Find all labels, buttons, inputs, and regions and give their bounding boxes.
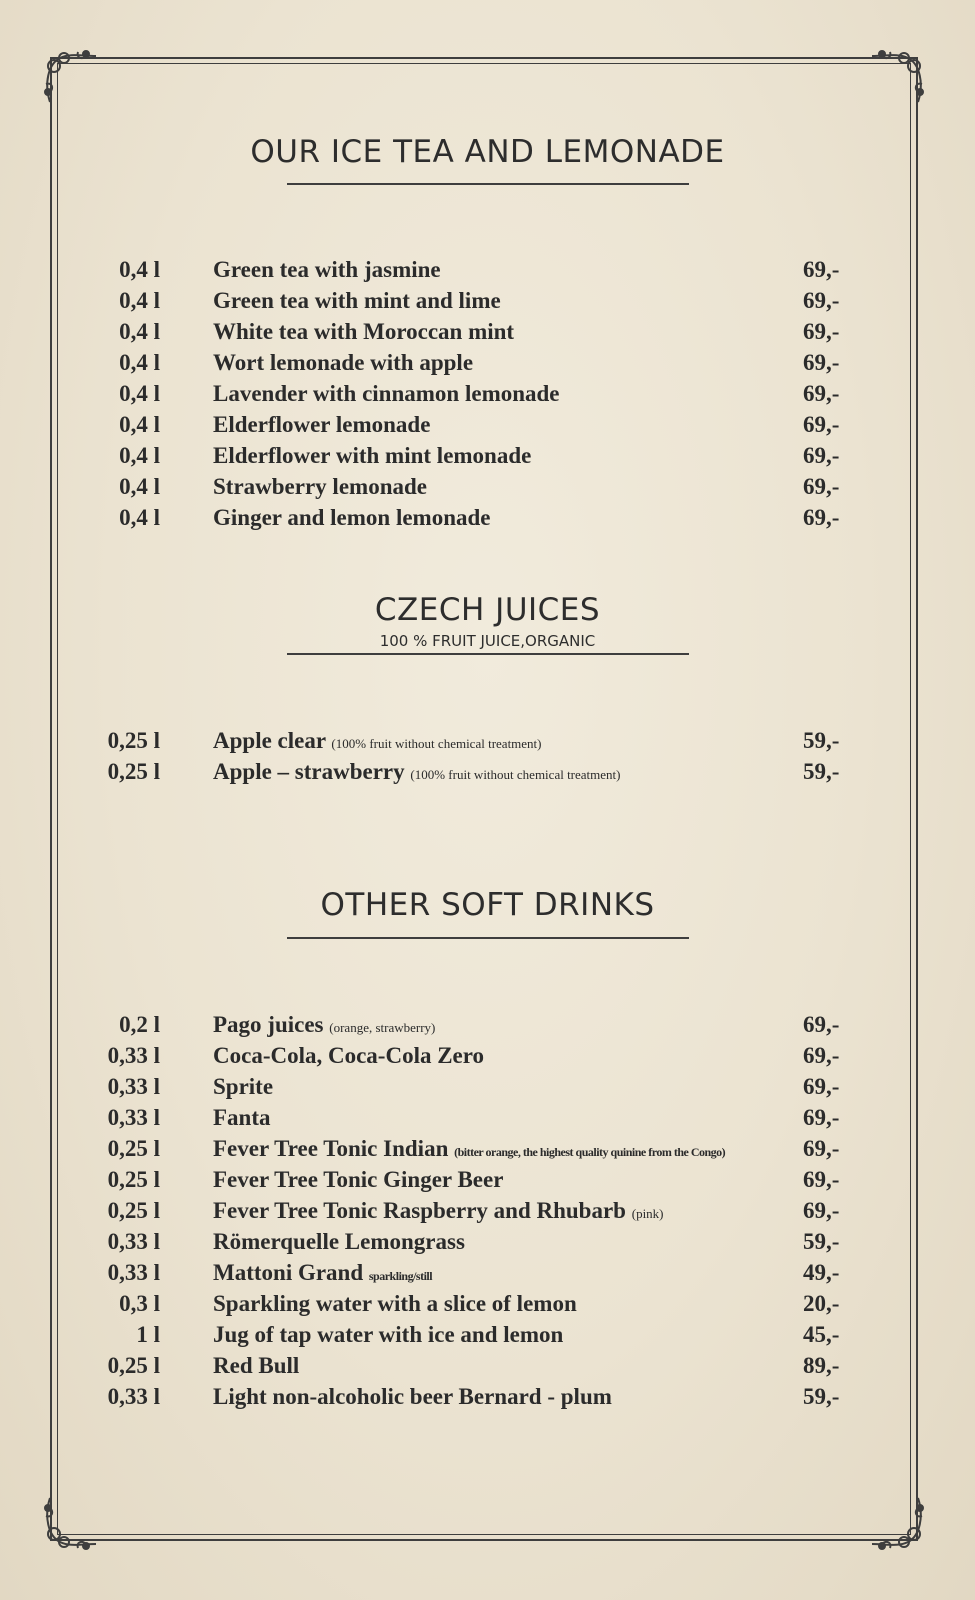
item-name: Lavender with cinnamon lemonade xyxy=(213,381,560,406)
menu-item xyxy=(0,412,975,442)
item-note: (100% fruit without chemical treatment) xyxy=(410,767,621,782)
item-name: Sprite xyxy=(213,1074,274,1099)
item-volume: 0,2 l xyxy=(119,1012,160,1037)
item-volume: 0,4 l xyxy=(119,474,160,499)
item-name: Fanta xyxy=(213,1105,271,1130)
item-note: (100% fruit without chemical treatment) xyxy=(331,736,542,751)
item-price: 69,- xyxy=(803,412,840,437)
item-price: 59,- xyxy=(803,1229,840,1254)
item-name-text: Fever Tree Tonic Indian xyxy=(213,1136,449,1161)
item-price: 59,- xyxy=(803,1384,840,1409)
item-name: Ginger and lemon lemonade xyxy=(213,505,491,530)
item-price: 69,- xyxy=(803,350,840,375)
menu-item xyxy=(0,443,975,473)
item-note: (orange, strawberry) xyxy=(329,1020,436,1035)
item-name xyxy=(213,759,621,785)
item-name: Fever Tree Tonic Ginger Beer xyxy=(213,1167,504,1192)
section-subtitle-juices: 100 % FRUIT JUICE,ORGANIC xyxy=(379,632,596,650)
menu-item xyxy=(0,1012,975,1042)
item-volume: 0,25 l xyxy=(107,1136,160,1161)
item-price: 89,- xyxy=(803,1353,840,1378)
item-volume: 0,4 l xyxy=(119,319,160,344)
item-name: Light non-alcoholic beer Bernard - plum xyxy=(213,1384,612,1409)
item-name: Coca-Cola, Coca-Cola Zero xyxy=(213,1043,485,1068)
corner-ornament-icon xyxy=(38,1486,108,1556)
menu-item xyxy=(0,1384,975,1414)
section-title-soft-drinks: OTHER SOFT DRINKS xyxy=(320,887,655,923)
section-title-ice-tea: OUR ICE TEA AND LEMONADE xyxy=(250,134,725,170)
item-note: sparkling/still xyxy=(368,1269,433,1283)
item-volume: 0,25 l xyxy=(107,1353,160,1378)
item-name xyxy=(213,1012,435,1038)
section-title-juices: CZECH JUICES xyxy=(374,592,601,628)
item-name: Green tea with mint and lime xyxy=(213,288,501,313)
menu-item xyxy=(0,1353,975,1383)
item-price: 69,- xyxy=(803,1043,840,1068)
item-name xyxy=(213,1136,725,1162)
item-price: 45,- xyxy=(803,1322,840,1347)
menu-item xyxy=(0,1105,975,1135)
menu-item xyxy=(0,759,975,789)
item-name: White tea with Moroccan mint xyxy=(213,319,515,344)
item-name: Römerquelle Lemongrass xyxy=(213,1229,465,1254)
item-name: Strawberry lemonade xyxy=(213,474,427,499)
menu-item xyxy=(0,728,975,758)
item-volume: 0,33 l xyxy=(107,1105,160,1130)
item-name: Red Bull xyxy=(213,1353,300,1378)
item-volume: 0,33 l xyxy=(107,1229,160,1254)
menu-item xyxy=(0,474,975,504)
item-note: (bitter orange, the highest quality quinine from the Congo) xyxy=(454,1145,726,1159)
section-divider xyxy=(287,653,689,655)
corner-ornament-icon xyxy=(860,44,930,114)
item-volume: 1 l xyxy=(136,1322,160,1347)
item-name-text: Apple – strawberry xyxy=(213,759,405,784)
item-volume: 0,4 l xyxy=(119,412,160,437)
menu-item xyxy=(0,350,975,380)
item-volume: 0,4 l xyxy=(119,381,160,406)
item-note: (pink) xyxy=(631,1206,664,1221)
section-divider xyxy=(287,937,689,939)
menu-item xyxy=(0,505,975,535)
item-volume: 0,4 l xyxy=(119,350,160,375)
item-price: 69,- xyxy=(803,1167,840,1192)
item-name xyxy=(213,728,542,754)
item-volume: 0,33 l xyxy=(107,1260,160,1285)
item-name: Elderflower lemonade xyxy=(213,412,431,437)
item-price: 59,- xyxy=(803,759,840,784)
menu-item xyxy=(0,1167,975,1197)
item-volume: 0,4 l xyxy=(119,505,160,530)
menu-item xyxy=(0,1074,975,1104)
corner-ornament-icon xyxy=(860,1486,930,1556)
menu-item xyxy=(0,257,975,287)
menu-item xyxy=(0,1136,975,1166)
item-name xyxy=(213,1260,432,1286)
item-name-text: Pago juices xyxy=(213,1012,324,1037)
item-name: Green tea with jasmine xyxy=(213,257,441,282)
menu-item xyxy=(0,1229,975,1259)
menu-item xyxy=(0,1291,975,1321)
item-price: 69,- xyxy=(803,319,840,344)
item-price: 69,- xyxy=(803,257,840,282)
item-name-text: Apple clear xyxy=(213,728,326,753)
item-price: 69,- xyxy=(803,474,840,499)
item-price: 59,- xyxy=(803,728,840,753)
item-name-text: Fever Tree Tonic Raspberry and Rhubarb xyxy=(213,1198,626,1223)
item-volume: 0,33 l xyxy=(107,1043,160,1068)
section-divider xyxy=(287,183,689,185)
menu-item xyxy=(0,1322,975,1352)
menu-item xyxy=(0,1198,975,1228)
item-price: 69,- xyxy=(803,288,840,313)
item-price: 69,- xyxy=(803,1198,840,1223)
menu-item xyxy=(0,319,975,349)
menu-item xyxy=(0,1043,975,1073)
item-price: 69,- xyxy=(803,1105,840,1130)
item-volume: 0,4 l xyxy=(119,257,160,282)
item-price: 69,- xyxy=(803,1074,840,1099)
item-volume: 0,25 l xyxy=(107,1198,160,1223)
item-price: 69,- xyxy=(803,505,840,530)
item-volume: 0,25 l xyxy=(107,1167,160,1192)
menu-item xyxy=(0,288,975,318)
menu-item xyxy=(0,1260,975,1290)
item-price: 69,- xyxy=(803,381,840,406)
item-volume: 0,3 l xyxy=(119,1291,160,1316)
item-volume: 0,33 l xyxy=(107,1384,160,1409)
item-name xyxy=(213,1198,664,1224)
menu-item xyxy=(0,381,975,411)
item-volume: 0,25 l xyxy=(107,759,160,784)
item-volume: 0,25 l xyxy=(107,728,160,753)
item-price: 69,- xyxy=(803,443,840,468)
item-price: 49,- xyxy=(803,1260,840,1285)
item-name: Sparkling water with a slice of lemon xyxy=(213,1291,577,1316)
item-name: Elderflower with mint lemonade xyxy=(213,443,532,468)
item-price: 69,- xyxy=(803,1012,840,1037)
item-price: 20,- xyxy=(803,1291,840,1316)
item-volume: 0,33 l xyxy=(107,1074,160,1099)
item-name: Jug of tap water with ice and lemon xyxy=(213,1322,564,1347)
corner-ornament-icon xyxy=(38,44,108,114)
item-name-text: Mattoni Grand xyxy=(213,1260,364,1285)
item-volume: 0,4 l xyxy=(119,443,160,468)
item-price: 69,- xyxy=(803,1136,840,1161)
item-volume: 0,4 l xyxy=(119,288,160,313)
item-name: Wort lemonade with apple xyxy=(213,350,474,375)
